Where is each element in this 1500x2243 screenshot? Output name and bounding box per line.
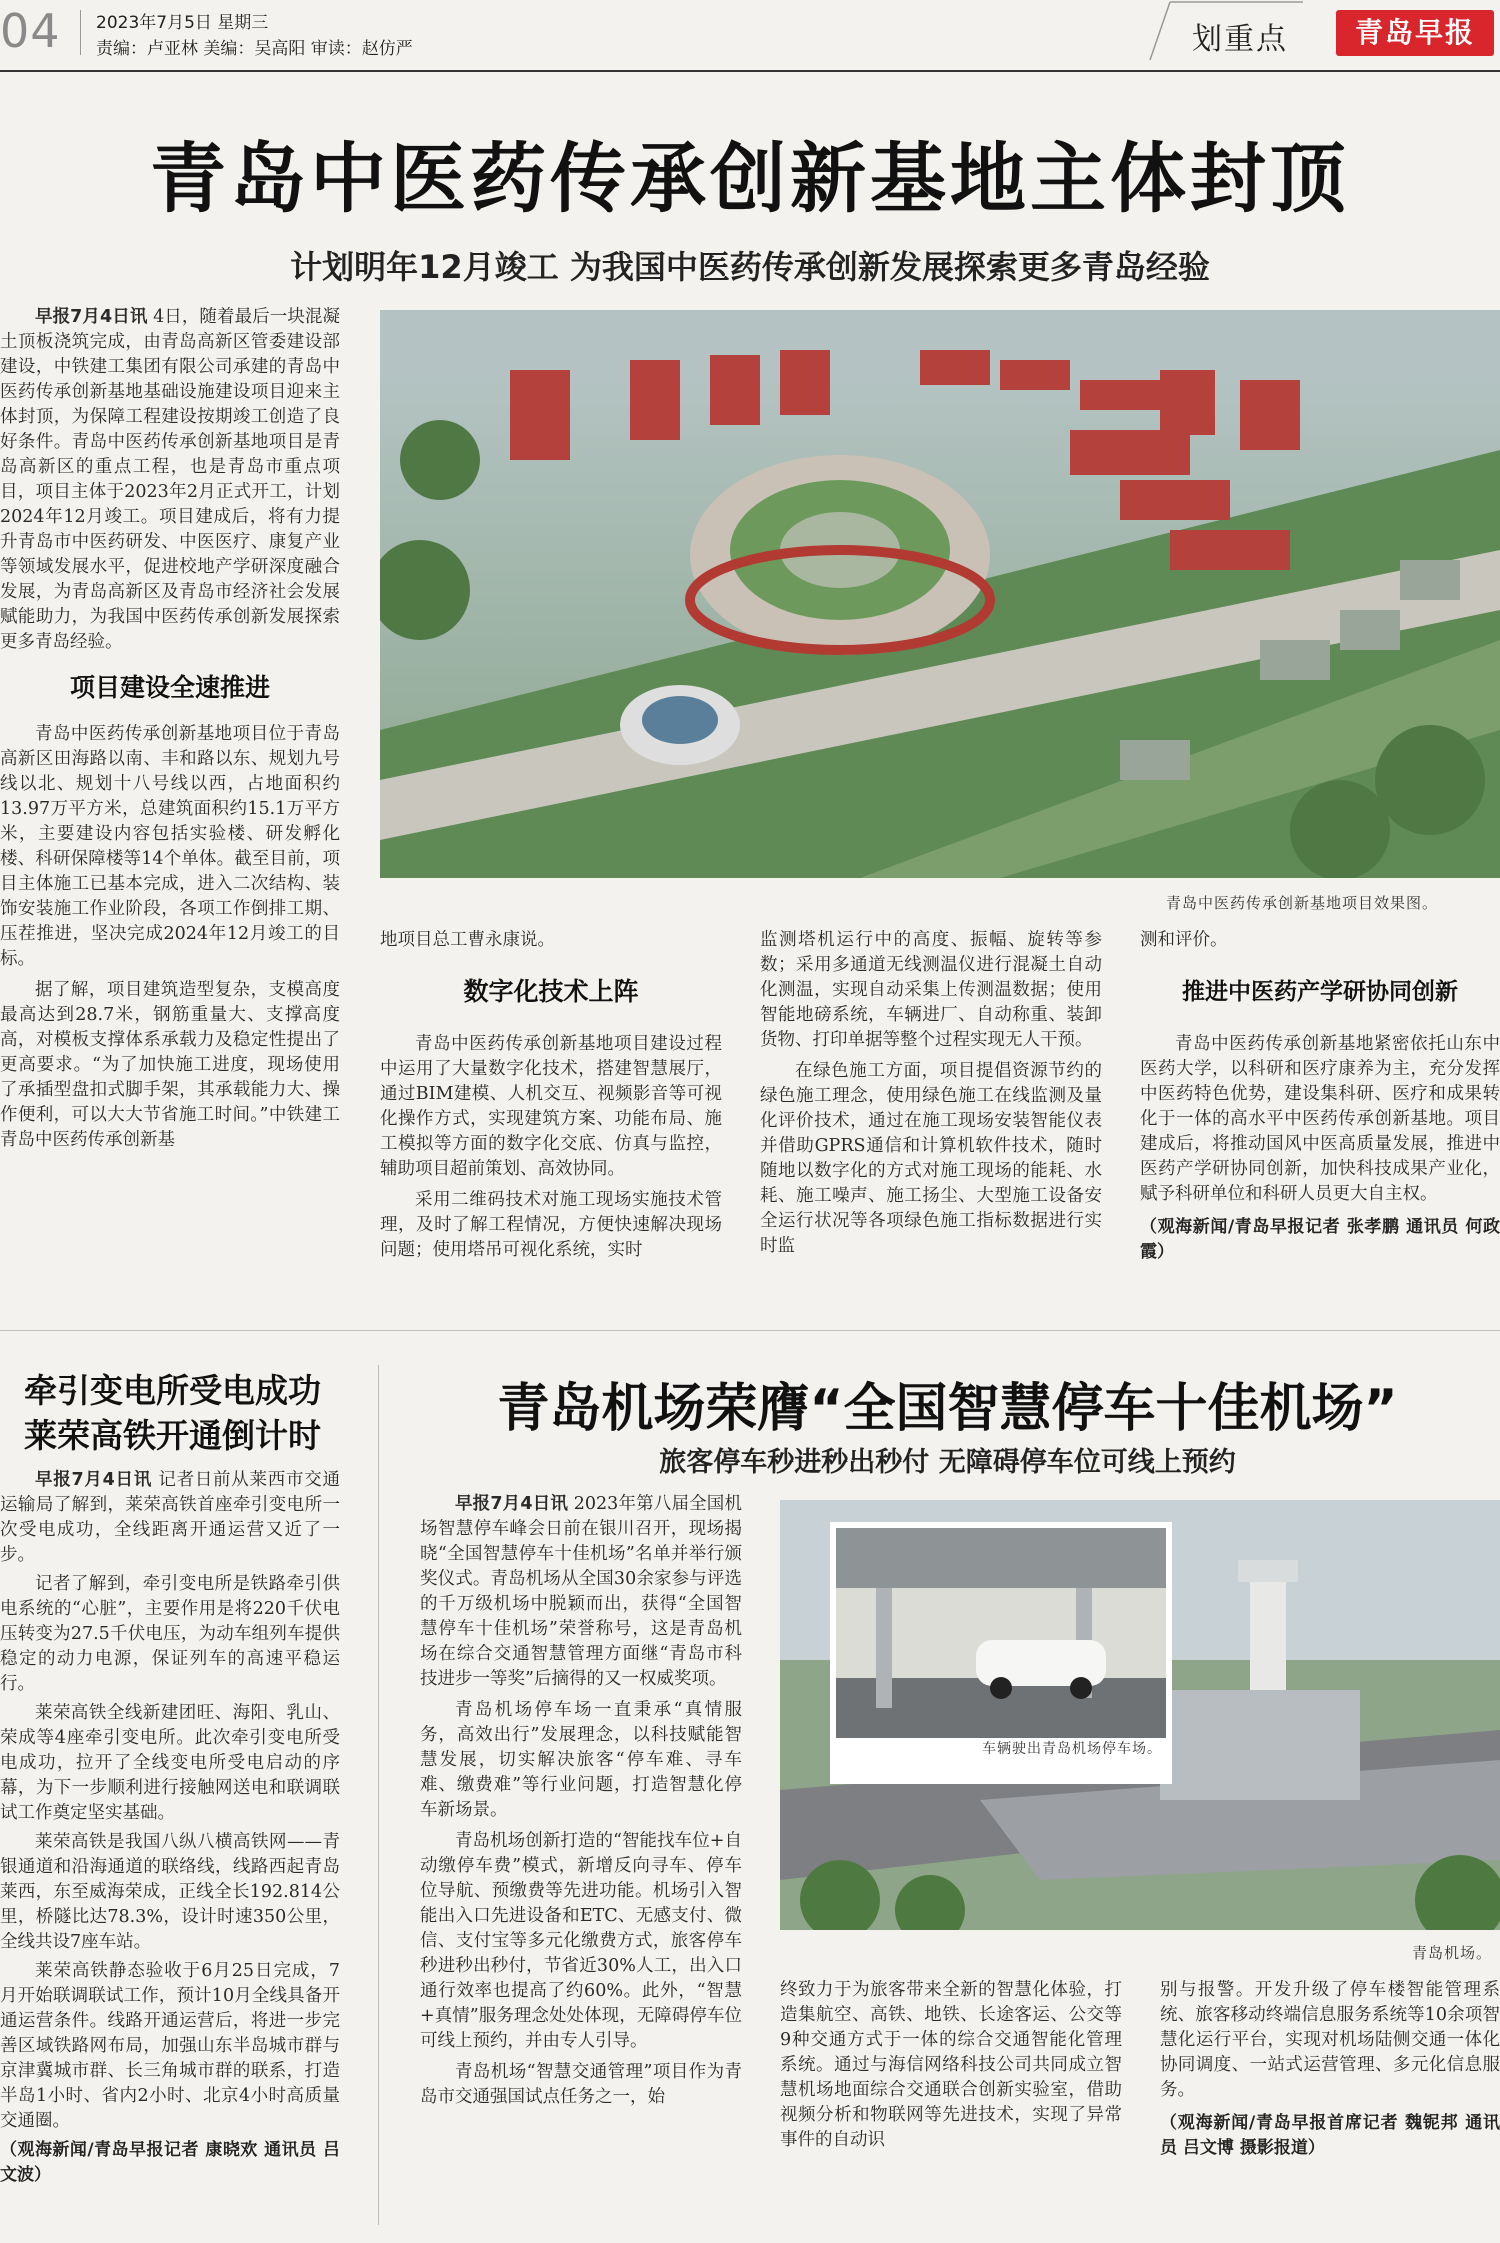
inset-caption: 车辆驶出青岛机场停车场。 [982,1741,1162,1757]
section-name: 划重点 [1192,22,1288,57]
paragraph: 莱荣高铁是我国八纵八横高铁网——青银通道和沿海通道的联络线，线路西起青岛莱西，东至威海荣成，正线全长192.814公里，桥隧比达78.3%，设计时速350公里，全线共设7座车站。 [0,1832,340,1952]
header-rule [0,70,1500,72]
article-3-headline: 青岛机场荣膺“全国智慧停车十佳机场” [497,1379,1398,1439]
main-photo [380,310,1500,878]
paragraph: 青岛机场停车场一直秉承“真情服务，高效出行”发展理念，以科技赋能智慧发展，切实解决旅客“停车难、寻车难、缴费难”等行业问题，打造智慧化停车新场景。 [420,1700,742,1820]
article-3-col-3 [1160,1978,1500,2161]
article-1-headline: 青岛中医药传承创新基地主体封顶 [150,134,1350,223]
paragraph: 别与报警。开发升级了停车楼智能管理系统、旅客移动终端信息服务系统等10余项智慧化运行平台，实现对机场陆侧交通一体化协同调度、一站式运营管理、多元化信息服务。 [1160,1980,1500,2100]
paragraph: 监测塔机运行中的高度、振幅、旋转等参数；采用多通道无线测温仪进行混凝土自动化测温，实现自动采集上传测温数据；使用智能地磅系统，车辆进厂、自动称重、装卸货物、打印单据等整个过程实现无人干预。 [760,930,1102,1050]
paragraph: 青岛中医药传承创新基地项目位于青岛高新区田海路以南、丰和路以东、规划九号线以北、规划十八号线以西，占地面积约13.97万平方米，总建筑面积约15.1万平方米，主要建设内容包括实验楼、研发孵化楼、科研保障楼等14个单体。截至目前，项目主体施工已基本完成，进入二次结构、装饰安装施工作业阶段，各项工作倒排工期、压茬推进，坚决完成2024年12月竣工的目标。 [0,724,340,969]
lead-tag: 早报7月4日讯 [35,307,148,327]
article-2-lead [0,1468,340,1568]
story-divider [0,1330,1500,1331]
article-1-subhead-3: 推进中医药产学研协同创新 [1182,978,1458,1005]
article-3-credit: （观海新闻/青岛早报首席记者 魏铌邦 通讯员 吕文博 摄影报道） [1160,2113,1500,2158]
paragraph: 测和评价。 [1140,930,1228,950]
paragraph: 青岛机场“智慧交通管理”项目作为青岛市交通强国试点任务之一，始 [420,2062,742,2107]
article-2-body [0,1468,340,2188]
article-1-credit: （观海新闻/青岛早报记者 张孝鹏 通讯员 何政霞） [1140,1217,1500,1262]
article-1-subhead-1: 项目建设全速推进 [69,673,270,702]
column-divider [378,1365,379,2225]
paragraph: 记者了解到，牵引变电所是铁路牵引供电系统的“心脏”，主要作用是将220千伏电压转变为27.5千伏电压，为动车组列车提供稳定的动力电源，保证列车的高速平稳运行。 [0,1574,340,1694]
editors-line: 责编：卢亚林 美编：吴高阳 审读：赵仿严 [96,39,413,59]
article-1-col-2 [380,928,722,1263]
paragraph: 在绿色施工方面，项目提倡资源节约的绿色施工理念，使用绿色施工在线监测及量化评价技术，通过在施工现场安装智能仪表并借助GPRS通信和计算机软件技术，随时随地以数字化的方式对施工现场的能耗、水耗、施工噪声、施工扬尘、大型施工设备安全运行状况等各项绿色施工指标数据进行实时监 [760,1061,1102,1256]
article-2-headline-1: 牵引变电所受电成功 [24,1371,321,1410]
article-1-lead [0,305,340,655]
lead-text: 2023年第八届全国机场智慧停车峰会日前在银川召开，现场揭晓“全国智慧停车十佳机场”名单并举行颁奖仪式。青岛机场从全国30余家参与评选的千万级机场中脱颖而出，获得“全国智慧停车十佳机场”荣誉称号，这是青岛机场在综合交通智慧管理方面继“青岛市科技进步一等奖”后摘得的又一权威奖项。 [420,1494,742,1689]
article-1-col-1 [0,305,340,1153]
lead-text: 记者日前从莱西市交通运输局了解到，莱荣高铁首座牵引变电所一次受电成功，全线距离开通运营又近了一步。 [0,1470,340,1565]
article-3-col-1 [420,1492,742,2110]
article-3-lead [420,1492,742,1692]
issue-date: 2023年7月5日 星期三 [96,13,269,33]
paragraph: 莱荣高铁全线新建团旺、海阳、乳山、荣成等4座牵引变电所。此次牵引变电所受电成功，拉开了全线变电所受电启动的序幕，为下一步顺利进行接触网送电和联调联试工作奠定坚实基础。 [0,1703,340,1823]
section-tab [1148,0,1303,62]
header-divider [80,10,81,55]
article-3-col-2 [780,1978,1122,2153]
paragraph: 青岛中医药传承创新基地紧密依托山东中医药大学，以科研和医疗康养为主，充分发挥中医药特色优势，建设集科研、医疗和成果转化于一体的高水平中医药传承创新基地。项目建成后，将推动国风中医高质量发展，推进中医药产学研协同创新，加快科技成果产业化，赋予科研单位和科研人员更大自主权。 [1140,1034,1500,1204]
main-photo-caption: 青岛中医药传承创新基地项目效果图。 [1166,894,1439,912]
paragraph: 采用二维码技术对施工现场实施技术管理，及时了解工程情况，方便快速解决现场问题；使用塔吊可视化系统，实时 [380,1190,722,1260]
paragraph: 青岛机场创新打造的“智能找车位+自动缴停车费”模式，新增反向寻车、停车位导航、预缴费等先进功能。机场引入智能出入口先进设备和ETC、无感支付、微信、支付宝等多元化缴费方式，旅客停车秒进秒出秒付，节省近30%人工，出入口通行效率也提高了约60%。此外，“智慧+真情”服务理念处处体现，无障碍停车位可线上预约，并由专人引导。 [420,1831,742,2051]
paragraph: 终致力于为旅客带来全新的智慧化体验，打造集航空、高铁、地铁、长途客运、公交等9种交通方式于一体的综合交通智能化管理系统。通过与海信网络科技公司共同成立智慧机场地面综合交通联合创新实验室，借助视频分析和物联网等先进技术，实现了异常事件的自动识 [780,1980,1122,2150]
article-1-subhead-2: 数字化技术上阵 [463,977,639,1006]
paragraph: 地项目总工曹永康说。 [380,930,555,950]
article-1-col-4 [1140,928,1500,1265]
lead-tag: 早报7月4日讯 [35,1470,153,1490]
article-2-headline-2: 莱荣高铁开通倒计时 [24,1416,321,1455]
article-2-credit: （观海新闻/青岛早报记者 康晓欢 通讯员 吕文波） [0,2140,340,2185]
airport-photo-caption: 青岛机场。 [1412,1944,1493,1962]
parking-inset-photo [830,1522,1172,1784]
parking-exit-image [836,1528,1166,1738]
article-1-col-3 [760,928,1102,1259]
lead-text: 4日，随着最后一块混凝土顶板浇筑完成，由青岛高新区管委建设部建设，中铁建工集团有限公司承建的青岛中医药传承创新基地基础设施建设项目迎来主体封顶，为保障工程建设按期竣工创造了良好条件。青岛中医药传承创新基地项目是青岛高新区的重点工程，也是青岛市重点项目，项目主体于2023年2月正式开工，计划2024年12月竣工。项目建成后，将有力提升青岛市中医药研发、中医医疗、康复产业等领域发展水平，促进校地产学研深度融合发展，为青岛高新区及青岛市经济社会发展赋能助力，为我国中医药传承创新发展探索更多青岛经验。 [0,307,340,652]
page-number: 04 [0,4,61,58]
newspaper-logo: 青岛早报 [1336,10,1494,56]
article-1-subhead: 计划明年12月竣工 为我国中医药传承创新发展探索更多青岛经验 [290,248,1210,286]
lead-tag: 早报7月4日讯 [455,1494,569,1514]
article-3-subhead: 旅客停车秒进秒出秒付 无障碍停车位可线上预约 [659,1447,1236,1478]
paragraph: 莱荣高铁静态验收于6月25日完成，7月开始联调联试工作，预计10月全线具备开通运营条件。线路开通运营后，将进一步完善区域铁路网布局，加强山东半岛城市群与京津冀城市群、长三角城市群的联系，打造半岛1小时、省内2小时、北京4小时高质量交通圈。 [0,1961,340,2131]
campus-rendering-image [380,310,1500,878]
paragraph: 据了解，项目建筑造型复杂，支模高度最高达到28.7米，钢筋重量大、支撑高度高，对模板支撑体系承载力及稳定性提出了更高要求。“为了加快施工进度，现场使用了承插型盘扣式脚手架，其承载能力大、操作便利，可以大大节省施工时间。”中铁建工青岛中医药传承创新基 [0,980,340,1150]
paragraph: 青岛中医药传承创新基地项目建设过程中运用了大量数字化技术，搭建智慧展厅，通过BIM建模、人机交互、视频影音等可视化操作方式，实现建筑方案、功能布局、施工模拟等方面的数字化交底、仿真与监控，辅助项目超前策划、高效协同。 [380,1034,722,1179]
